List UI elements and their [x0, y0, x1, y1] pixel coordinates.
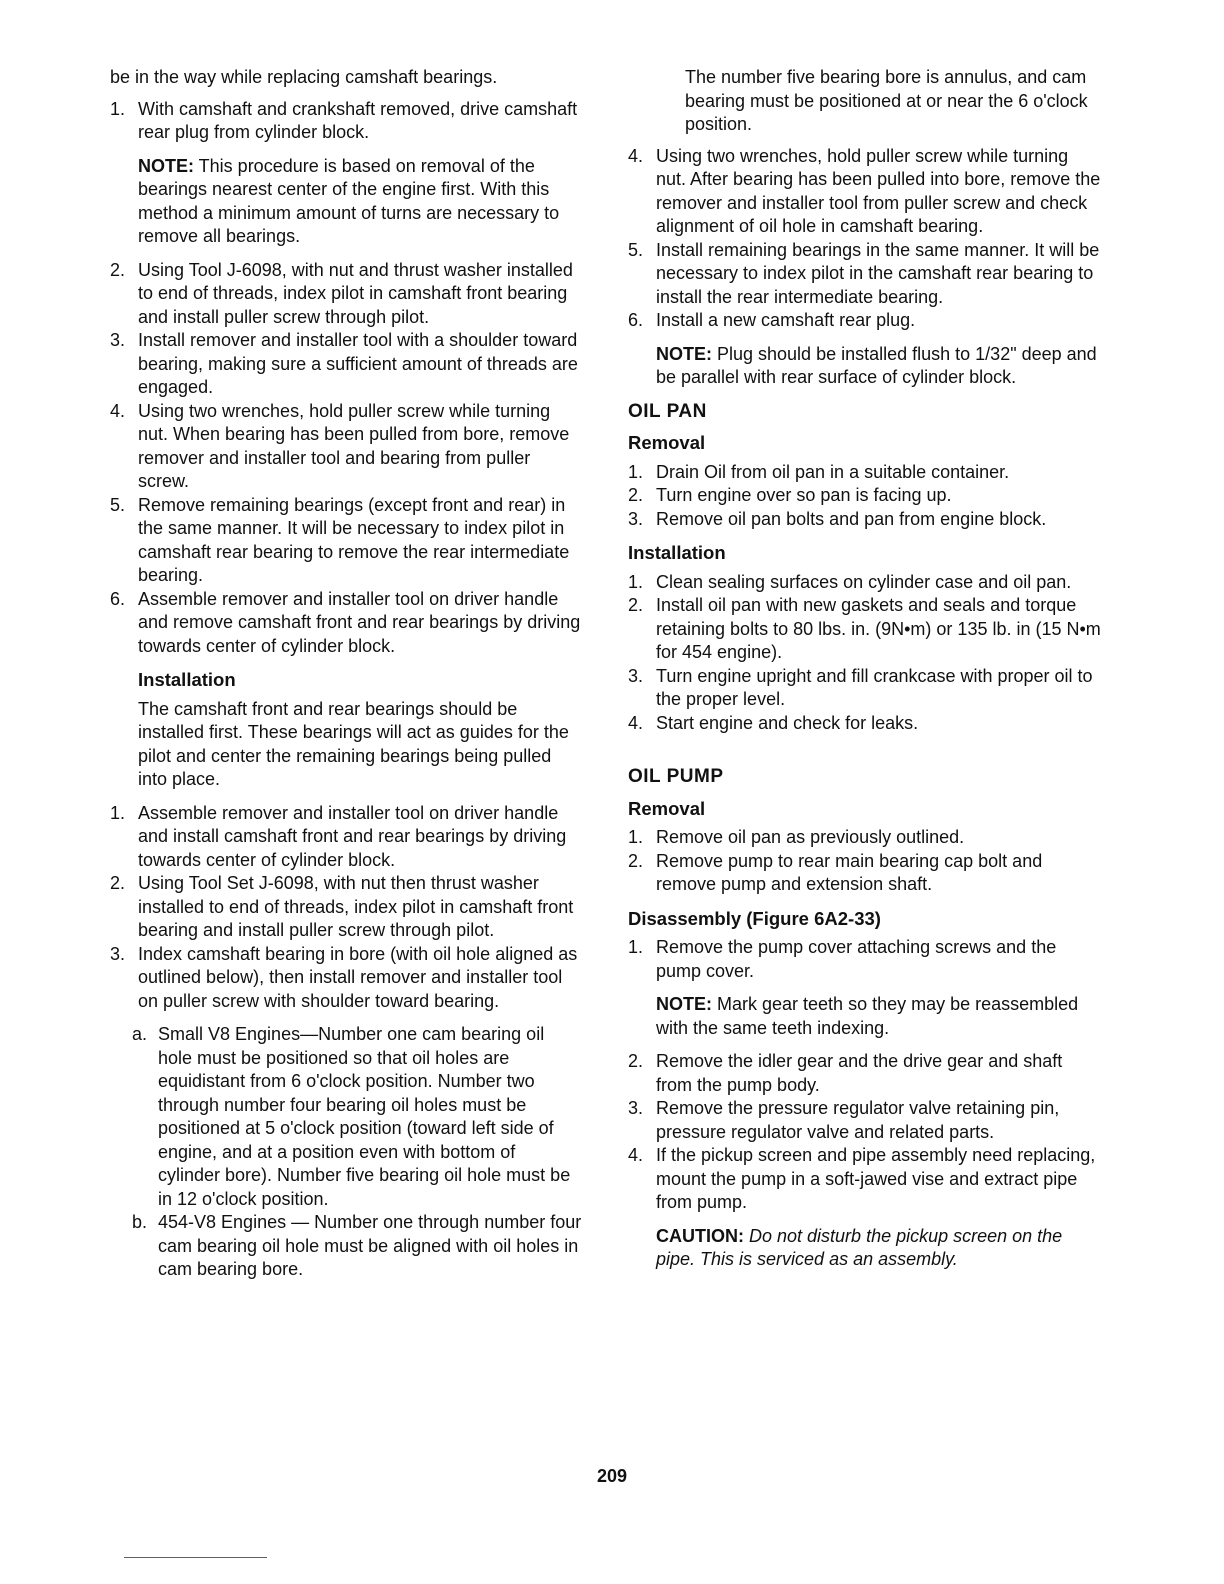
step-text: Install oil pan with new gaskets and seals and torque retaining bolts to 80 lbs. in. (9N•m) or 135 lb. in (15 N•m for 454 engine). — [656, 595, 1101, 662]
step-text: Remove the pump cover attaching screws and the pump cover. — [656, 937, 1057, 981]
oil-pump-removal-list — [628, 826, 1103, 897]
oil-pan-removal-heading: Removal — [628, 432, 706, 453]
step-text: Turn engine over so pan is facing up. — [656, 485, 952, 505]
oil-pump-disassembly-list-cont — [628, 1050, 1103, 1215]
note-label: NOTE: — [656, 343, 712, 364]
list-item — [628, 484, 1103, 508]
list-item — [132, 1023, 582, 1211]
list-item — [110, 494, 582, 588]
list-item — [628, 145, 1103, 239]
list-item — [110, 329, 582, 400]
step-number: 3. — [628, 665, 644, 686]
step-number: 1. — [628, 571, 644, 592]
list-item — [110, 872, 582, 943]
list-item — [628, 826, 1103, 850]
step-text: 454-V8 Engines — Number one through number four cam bearing oil hole must be aligned with oil holes in cam bearing bore. — [158, 1212, 582, 1279]
step-text: Remove the idler gear and the drive gear and shaft from the pump body. — [656, 1051, 1063, 1095]
left-column — [110, 66, 582, 1292]
step-text: Assemble remover and installer tool on driver handle and remove camshaft front and rear bearings by driving towards center of cylinder block. — [138, 588, 581, 656]
step-number: 3. — [110, 330, 126, 350]
oil-pump-heading: OIL PUMP — [628, 766, 724, 787]
list-item — [110, 588, 582, 659]
note-text: Mark gear teeth so they may be reassembled with the same teeth indexing. — [656, 994, 1079, 1038]
step-number: 3. — [628, 1098, 644, 1118]
step-number: 2. — [628, 485, 644, 505]
camshaft-removal-list-cont — [110, 259, 582, 659]
camshaft-removal-list — [110, 98, 582, 145]
list-item — [628, 239, 1103, 310]
list-item — [628, 461, 1103, 485]
list-item — [628, 1097, 1103, 1144]
step-number: 6. — [110, 588, 126, 609]
step-text: Remove the pressure regulator valve retaining pin, pressure regulator valve and related parts. — [656, 1098, 1060, 1142]
list-item — [628, 571, 1103, 595]
caution-pickup-screen — [656, 1225, 1103, 1272]
step-number: 2. — [628, 1051, 644, 1071]
list-item — [628, 1050, 1103, 1097]
step-text: Remove oil pan bolts and pan from engine block. — [656, 508, 1047, 529]
note-label: NOTE: — [138, 155, 194, 176]
installation-heading: Installation — [138, 669, 236, 690]
footer-rule — [124, 1557, 267, 1558]
oil-pump-removal-heading: Removal — [628, 797, 706, 819]
note-label: NOTE: — [656, 994, 712, 1014]
list-item — [110, 259, 582, 330]
oil-pan-installation-list — [628, 571, 1103, 736]
list-item — [110, 400, 582, 494]
caution-label: CAUTION: — [656, 1225, 744, 1246]
list-item — [132, 1211, 582, 1282]
list-item — [110, 943, 582, 1014]
list-item — [628, 850, 1103, 897]
caution-text: Do not disturb the pickup screen on the pipe. This is serviced as an assembly. — [656, 1225, 1063, 1269]
step-text: Drain Oil from oil pan in a suitable container. — [656, 461, 1010, 482]
step-text: Clean sealing surfaces on cylinder case and oil pan. — [656, 571, 1072, 592]
note-text: This procedure is based on removal of the bearings nearest center of the engine first. With this method a minimum amount of turns are necessary to remove all bearings. — [138, 155, 560, 246]
note-plug — [656, 343, 1103, 390]
note-removal-order — [138, 155, 582, 249]
oil-pan-removal-list — [628, 461, 1103, 532]
step-number: 1. — [628, 461, 644, 482]
oil-pump-disassembly-heading: Disassembly (Figure 6A2-33) — [628, 907, 881, 929]
step-text: Using Tool Set J-6098, with nut then thrust washer installed to end of threads, index pilot in camshaft front bearing and install puller screw through pilot. — [138, 873, 574, 940]
list-item — [628, 712, 1103, 736]
step-number: 2. — [628, 595, 644, 615]
step-text: Using two wrenches, hold puller screw while turning nut. After bearing has been pulled into bore, remove the remover and installer tool from puller screw and check alignment of oil hole in camshaft bearing. — [656, 145, 1101, 236]
step-number: 1. — [628, 827, 644, 847]
step-text: Turn engine upright and fill crankcase with proper oil to the proper level. — [656, 665, 1093, 709]
step-text: Using two wrenches, hold puller screw while turning nut. When bearing has been pulled from bore, remove remover and installer tool and bearing from puller screw. — [138, 400, 570, 491]
step-number: 2. — [110, 259, 126, 280]
list-item — [628, 309, 1103, 333]
step-number: 4. — [628, 712, 644, 733]
step-text: If the pickup screen and pipe assembly need replacing, mount the pump in a soft-jawed vise and extract pipe from pump. — [656, 1145, 1096, 1212]
note-gear-teeth — [656, 993, 1103, 1040]
list-item — [110, 98, 582, 145]
list-item — [628, 1144, 1103, 1215]
step-number: 3. — [110, 943, 126, 964]
step-text: Install remaining bearings in the same manner. It will be necessary to index pilot in the camshaft rear bearing to install the rear intermediate bearing. — [656, 239, 1100, 307]
step-number: 6. — [628, 310, 644, 330]
step-text: Index camshaft bearing in bore (with oil hole aligned as outlined below), then install remover and installer tool on puller screw with shoulder toward bearing. — [138, 943, 578, 1011]
step-number: 4. — [628, 145, 644, 166]
step-number: 4. — [628, 1145, 644, 1165]
step-text: Using Tool J-6098, with nut and thrust washer installed to end of threads, index pilot in camshaft front bearing and install puller screw through pilot. — [138, 259, 573, 327]
oil-pump-disassembly-list — [628, 936, 1103, 983]
step-text: With camshaft and crankshaft removed, drive camshaft rear plug from cylinder block. — [138, 98, 578, 142]
step-text: Remove remaining bearings (except front and rear) in the same manner. It will be necessary to index pilot in camshaft rear bearing to remove the rear intermediate bearing. — [138, 494, 570, 585]
intro-text: be in the way while replacing camshaft bearings. — [110, 67, 498, 87]
list-item — [628, 508, 1103, 532]
step-text: Remove oil pan as previously outlined. — [656, 827, 965, 847]
step-text: Install remover and installer tool with a shoulder toward bearing, making sure a sufficient amount of threads are engaged. — [138, 330, 578, 397]
step-number: 4. — [110, 400, 126, 421]
list-item — [628, 594, 1103, 665]
step-number: 3. — [628, 508, 644, 529]
step-number: 1. — [628, 937, 644, 957]
camshaft-installation-list — [110, 802, 582, 1014]
right-column — [628, 66, 1103, 1282]
step-letter: b. — [132, 1212, 148, 1232]
step-text: Install a new camshaft rear plug. — [656, 310, 916, 330]
continued-text: The number five bearing bore is annulus, and cam bearing must be positioned at or near the 6 o'clock position. — [685, 67, 1088, 134]
step-number: 5. — [628, 239, 644, 260]
step-number: 2. — [628, 850, 644, 871]
step-number: 1. — [110, 98, 126, 119]
step-text: Start engine and check for leaks. — [656, 712, 919, 733]
list-item — [110, 802, 582, 873]
engine-alignment-list — [132, 1023, 582, 1282]
list-item — [628, 665, 1103, 712]
oil-pan-installation-heading: Installation — [628, 542, 726, 563]
step-text: Assemble remover and installer tool on driver handle and install camshaft front and rear bearings by driving towards center of cylinder block. — [138, 802, 567, 870]
step-number: 1. — [110, 802, 126, 823]
page-number: 209 — [596, 1466, 628, 1486]
step-number: 5. — [110, 494, 126, 515]
step-number: 2. — [110, 873, 126, 893]
note-text: Plug should be installed flush to 1/32" deep and be parallel with rear surface of cylinder block. — [656, 343, 1097, 387]
step-text: Small V8 Engines—Number one cam bearing oil hole must be positioned so that oil holes are equidistant from 6 o'clock position. Number two through number four bearing oil holes must be positioned at 5 o'clock position (toward left side of engine, and at a position even with bottom of cylinder bore). Number five bearing oil hole must be in 12 o'clock position. — [158, 1024, 571, 1209]
list-item — [628, 936, 1103, 983]
step-text: Remove pump to rear main bearing cap bolt and remove pump and extension shaft. — [656, 850, 1043, 894]
camshaft-installation-list-cont — [628, 145, 1103, 333]
step-letter: a. — [132, 1024, 148, 1044]
oil-pan-heading: OIL PAN — [628, 400, 707, 422]
installation-intro: The camshaft front and rear bearings should be installed first. These bearings will act as guides for the pilot and center the remaining bearings being pulled into place. — [138, 698, 569, 789]
